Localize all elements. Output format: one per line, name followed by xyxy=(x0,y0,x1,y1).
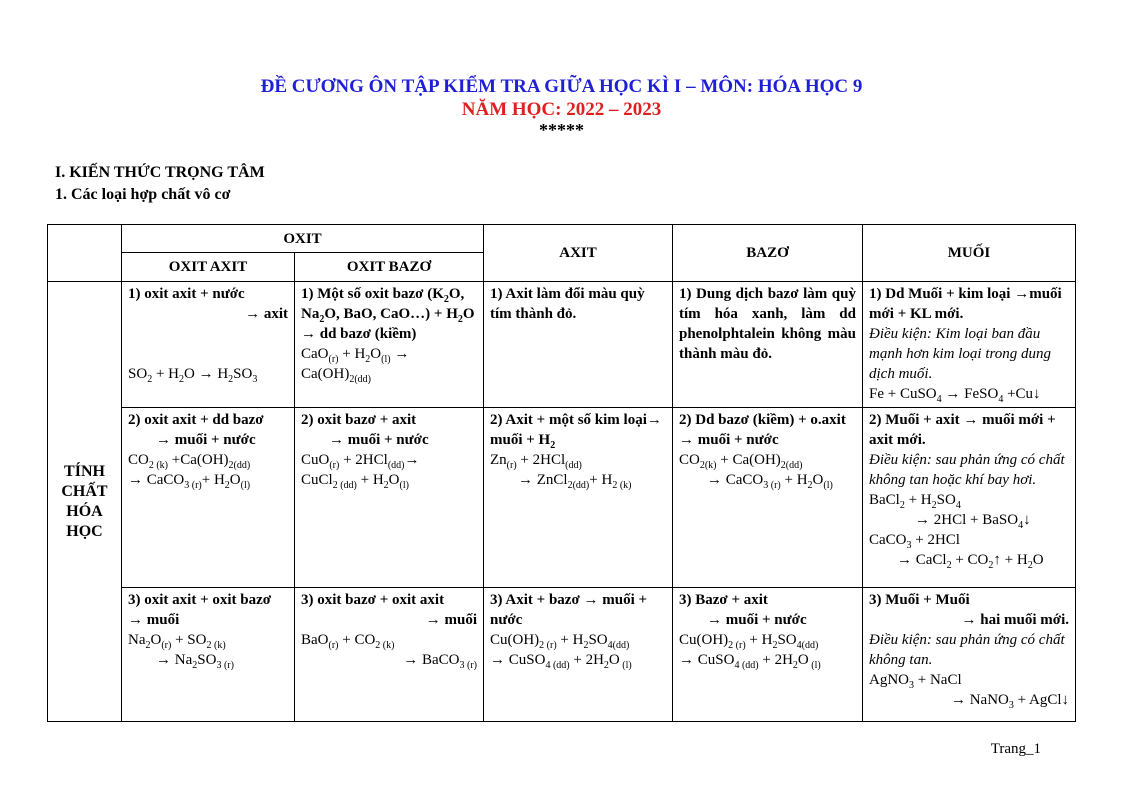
header-axit: AXIT xyxy=(484,225,673,282)
cell-axit-1: 1) Axit làm đổi màu quỳ tím thành đỏ. xyxy=(484,282,673,408)
cell-oxit-bazo-2: 2) oxit bazơ + axit → muối + nước CuO$_{(r)}$ + 2HCl$_{(dd)}$→ CuCl$_{2 (dd)}$ + $H_2O_{(l)}$ xyxy=(295,408,484,588)
cell-muoi-2: 2) Muối + axit → muối mới + axit mới. Điều kiện: sau phản ứng có chất không tan hoặc khí bay hơi. BaCl$_2$ + $H_2SO_4$ → 2HCl + BaSO$_4$↓ CaCO$_3$ + 2HCl → CaCl$_2$ + $CO_2↑ + H_2O$ xyxy=(863,408,1076,588)
header-oxit-bazo: OXIT BAZƠ xyxy=(295,253,484,282)
cell-oxit-axit-1: 1) oxit axit + nước → axit $SO_2 + H_2O \to H_2SO_3$ xyxy=(122,282,295,408)
cell-bazo-1: 1) Dung dịch bazơ làm quỳ tím hóa xanh, làm dd phenolphtalein không màu thành màu đỏ. xyxy=(673,282,863,408)
header-bazo: BAZƠ xyxy=(673,225,863,282)
document-title: ĐỀ CƯƠNG ÔN TẬP KIỂM TRA GIỮA HỌC KÌ I – MÔN: HÓA HỌC 9 xyxy=(260,76,863,97)
cell-oxit-axit-2: 2) oxit axit + dd bazơ → muối + nước $CO_{2 (k)} +Ca(OH)_{2(dd)}$ → CaCO$_{3 (r)}$+ $H_2O_{(l)}$ xyxy=(122,408,295,588)
title-stars: ***** xyxy=(539,120,584,140)
inorganic-compounds-table xyxy=(47,224,1076,722)
cell-axit-3: 3) Axit + bazơ → muối + nước $Cu(OH)_{2 (r)} + H_2SO_{4(dd)}$ → CuSO$_{4 (dd)}$ + $2H_2O$ $_{(l)}$ xyxy=(484,588,673,722)
header-muoi: MUỐI xyxy=(863,225,1076,282)
page-number: Trang_1 xyxy=(990,741,1041,757)
cell-bazo-3: 3) Bazơ + axit → muối + nước $Cu(OH)_{2 (r)} + H_2SO_{4(dd)}$ → CuSO$_{4 (dd)}$ + $2H_2O$ $_{(l)}$ xyxy=(673,588,863,722)
header-oxit: OXIT xyxy=(122,225,484,253)
section-subheading: 1. Các loại hợp chất vô cơ xyxy=(55,186,231,203)
cell-bazo-2: 2) Dd bazơ (kiềm) + o.axit → muối + nước $CO_{2(k)} + Ca(OH)_{2(dd)}$ → CaCO$_{3 (r)}$ + $H_2O_{(l)}$ xyxy=(673,408,863,588)
cell-oxit-axit-3: 3) oxit axit + oxit bazơ → muối $Na_2O_{(r)} + SO_{2 (k)}$ → $Na_2SO_{3 (r)}$ xyxy=(122,588,295,722)
header-oxit-axit: OXIT AXIT xyxy=(122,253,295,282)
school-year: NĂM HỌC: 2022 – 2023 xyxy=(461,99,662,120)
cell-muoi-1: 1) Dd Muối + kim loại →muối mới + KL mới. Điều kiện: Kim loại ban đầu mạnh hơn kim loại trong dung dịch muối. Fe + CuSO$_4$ → FeSO$_4$ +Cu↓ xyxy=(863,282,1076,408)
corner-cell xyxy=(48,225,122,282)
cell-oxit-bazo-3: 3) oxit bazơ + oxit axit → muối $BaO_{(r)} + CO_{2 (k)}$ → BaCO$_{3 (r)}$ xyxy=(295,588,484,722)
cell-axit-2: 2) Axit + một số kim loại→ muối + $H_2$ $Zn_{(r)} + 2HCl_{(dd)}$ → ZnCl$_{2(dd)}$+ $H_{2 (k)}$ xyxy=(484,408,673,588)
cell-oxit-bazo-1: 1) Một số oxit bazơ ($K_2O$, $Na_2O$, BaO, CaO…) + $H_2O$ → dd bazơ (kiềm) $CaO_{(r)} + H_2O_{(l)} \to Ca(OH)_{2(dd)}$ xyxy=(295,282,484,408)
side-label-chemical-properties: TÍNH CHẤT HÓA HỌC xyxy=(48,282,122,722)
section-heading: I. KIẾN THỨC TRỌNG TÂM xyxy=(55,164,265,181)
cell-muoi-3: 3) Muối + Muối → hai muối mới. Điều kiện: sau phản ứng có chất không tan. AgNO$_3$ + NaCl → NaNO$_3$ + AgCl↓ xyxy=(863,588,1076,722)
